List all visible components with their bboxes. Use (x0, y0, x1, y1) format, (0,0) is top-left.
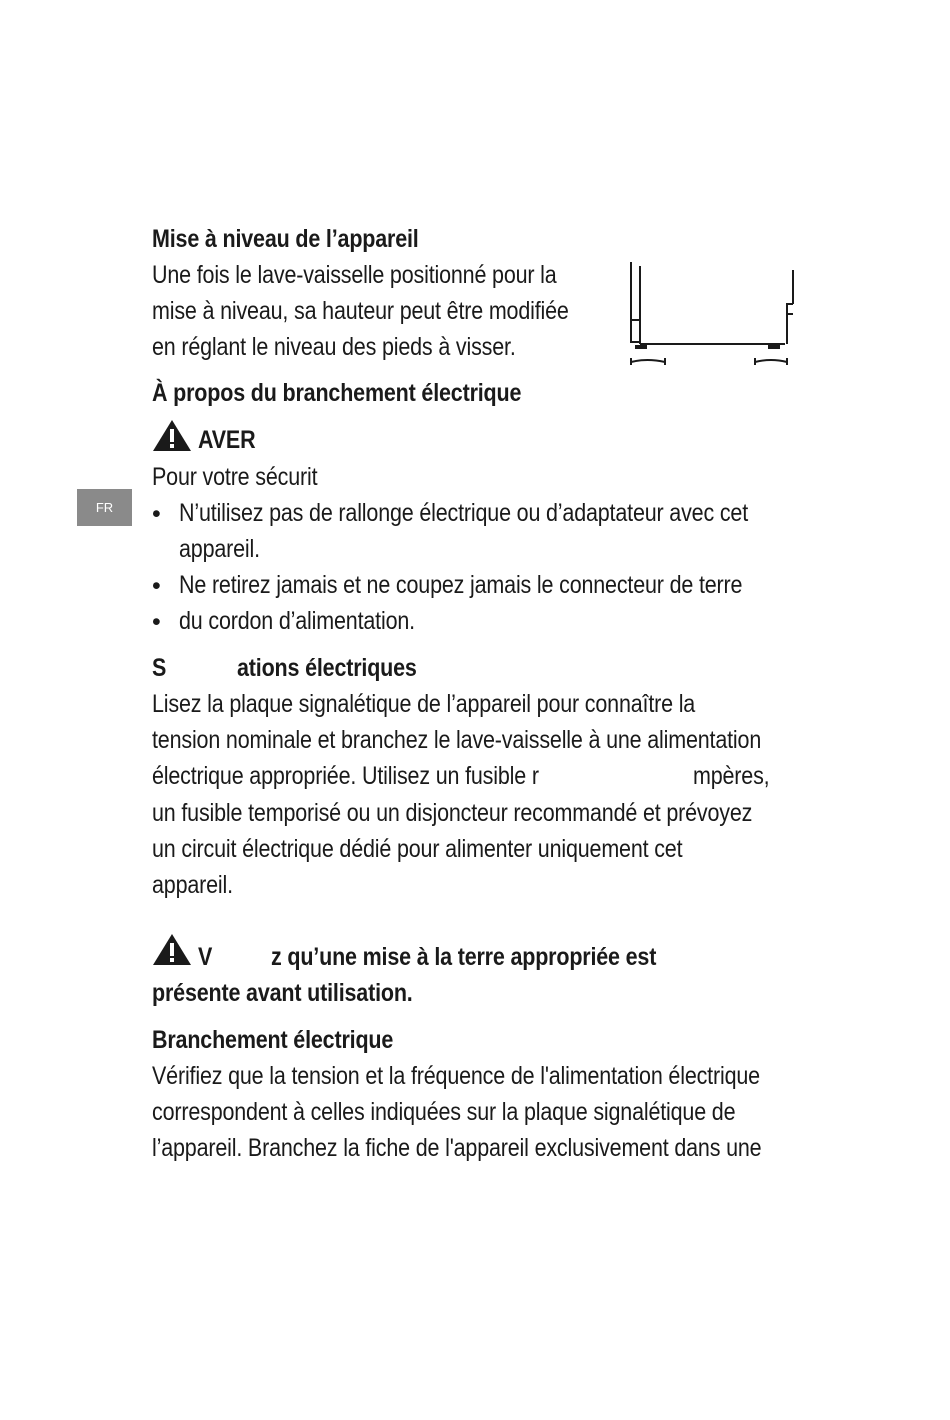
specs-line-3-end: mpères, (693, 762, 770, 790)
leveling-heading: Mise à niveau de l’appareil (152, 225, 419, 253)
specs-line-2: tension nominale et branchez le lave-vaisselle à une alimentation (152, 726, 762, 754)
bullet-1-line-1: N’utilisez pas de rallonge électrique ou d’adaptateur avec cet (179, 499, 748, 527)
specs-line-6: appareil. (152, 871, 233, 899)
leveling-line-1: Une fois le lave-vaisselle positionné pour la (152, 261, 557, 289)
warning-label: AVER (198, 426, 256, 454)
plug-line-3: l’appareil. Branchez la fiche de l'appareil exclusivement dans une (152, 1134, 762, 1162)
bullet-1-line-2: appareil. (179, 535, 260, 563)
leveling-feet-diagram (625, 258, 800, 370)
earth-warning-start: V (198, 943, 213, 971)
connection-about-heading: À propos du branchement électrique (152, 379, 522, 407)
warning-triangle-icon-2 (152, 933, 192, 966)
language-tab: FR (77, 489, 132, 526)
bullet-3-line-1: du cordon d’alimentation. (179, 607, 415, 635)
leveling-line-2: mise à niveau, sa hauteur peut être modifiée (152, 297, 569, 325)
bullet-3-dot: • (152, 608, 161, 636)
specs-heading-start: S (152, 654, 167, 682)
specs-line-5: un circuit électrique dédié pour alimenter uniquement cet (152, 835, 683, 863)
bullet-1-dot: • (152, 500, 161, 528)
specs-line-4: un fusible temporisé ou un disjoncteur recommandé et prévoyez (152, 799, 753, 827)
warning-triangle-icon (152, 419, 192, 452)
specs-line-3-start: électrique appropriée. Utilisez un fusible r (152, 762, 539, 790)
plug-line-2: correspondent à celles indiquées sur la plaque signalétique de (152, 1098, 736, 1126)
bullet-2-line-1: Ne retirez jamais et ne coupez jamais le connecteur de terre (179, 571, 743, 599)
specs-line-1: Lisez la plaque signalétique de l’appareil pour connaître la (152, 690, 696, 718)
earth-warning-end: z qu’une mise à la terre appropriée est (271, 943, 657, 971)
specs-heading-end: ations électriques (237, 654, 417, 682)
earth-warning-line-2: présente avant utilisation. (152, 979, 413, 1007)
leveling-line-3: en réglant le niveau des pieds à visser. (152, 333, 516, 361)
safety-intro: Pour votre sécurit (152, 463, 318, 491)
plug-heading: Branchement électrique (152, 1026, 394, 1054)
bullet-2-dot: • (152, 572, 161, 600)
plug-line-1: Vérifiez que la tension et la fréquence de l'alimentation électrique (152, 1062, 760, 1090)
